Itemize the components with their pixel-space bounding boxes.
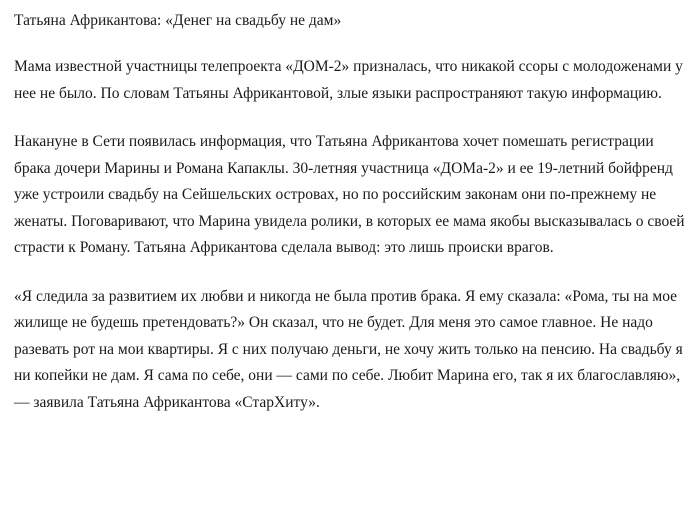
- article-paragraph: Мама известной участницы телепроекта «ДОМ-2» призналась, что никакой ссоры с молодоженами у нее не было. По словам Татьяны Африкантовой, злые языки распространяют такую информацию.: [14, 58, 683, 102]
- article-paragraph: Накануне в Сети появилась информация, что Татьяна Африкантова хочет помешать регистрации брака дочери Марины и Романа Капаклы. 30-летняя участница «ДОМа-2» и ее 19-летний бойфренд уже устроили свадьбу на Сейшельских островах, но по российским законам они по-прежнему не женаты. Поговаривают, что Марина увидела ролики, в которых ее мама якобы высказывалась о своей страсти к Роману. Татьяна Африкантова сделала вывод: это лишь происки врагов.: [14, 133, 685, 256]
- article-paragraph: «Я следила за развитием их любви и никогда не была против брака. Я ему сказала: «Рома, ты на мое жилище не будешь претендовать?» Он сказал, что не будет. Для меня это самое главное. Не надо разевать рот на мои квартиры. Я с них получаю деньги, не хочу жить только на пенсию. На свадьбу я ни копейки не дам. Я сама по себе, они — сами по себе. Любит Марина его, так я их благославляю», — заявила Татьяна Африкантова «СтарХиту».: [14, 287, 683, 411]
- article-headline: Татьяна Африкантова: «Денег на свадьбу не дам»: [14, 12, 342, 29]
